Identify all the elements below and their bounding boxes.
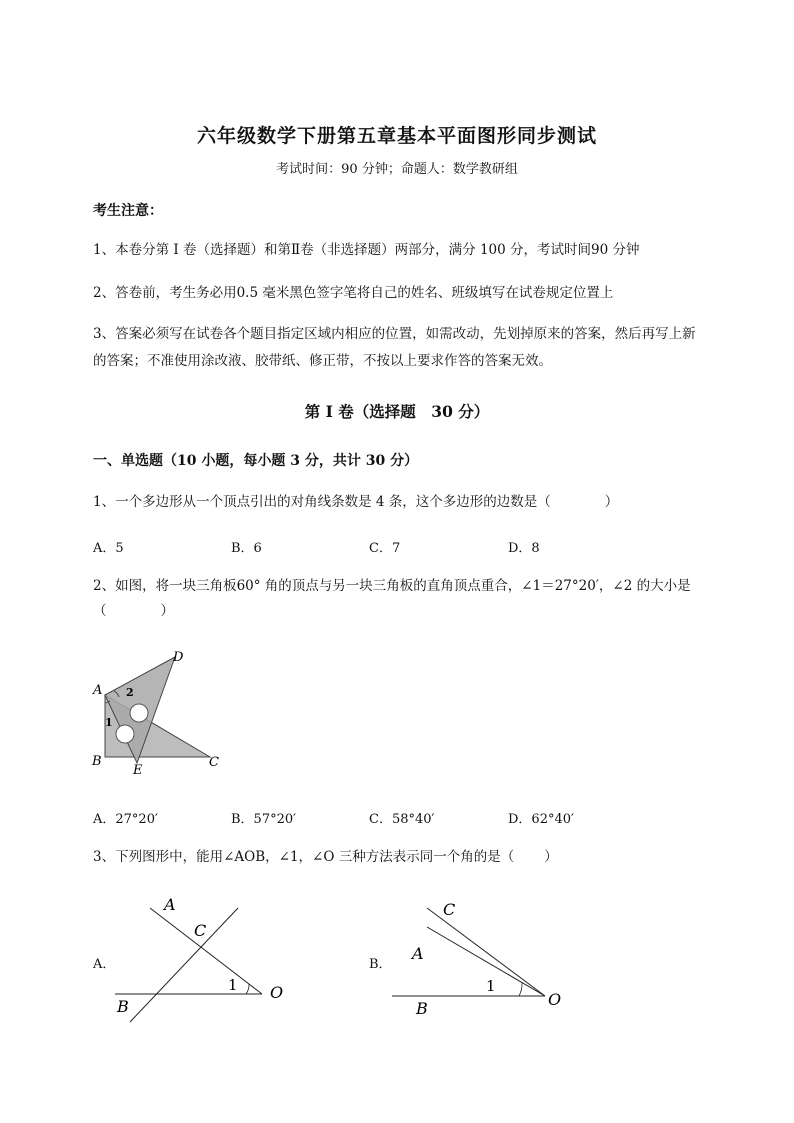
q1-option-c[interactable]: C．7 — [369, 541, 401, 556]
q3-figure-a — [110, 890, 300, 1030]
question-3-stem — [93, 844, 753, 871]
question-3-text: 3、下列图形中，能用∠AOB，∠1，∠O 三种方法表示同一个角的是（ — [93, 849, 515, 865]
question-3-paren-close: ） — [544, 849, 558, 865]
label-O: O — [548, 990, 562, 1009]
label-A: A — [412, 944, 424, 963]
q2-option-c[interactable]: C．58°40′ — [369, 812, 435, 827]
q3-figure-b — [385, 890, 585, 1030]
section-title: 第 I 卷（选择题 30 分） — [304, 402, 490, 421]
q2-option-a[interactable]: A．27°20′ — [93, 812, 158, 827]
q1-option-a[interactable]: A．5 — [93, 541, 124, 556]
notice-item-2: 2、答卷前，考生务必用0.5 毫米黑色签字笔将自己的姓名、班级填写在试卷规定位置上 — [93, 285, 614, 301]
q3-option-b[interactable]: B． — [369, 957, 392, 972]
label-B: B — [92, 754, 102, 769]
angle-1-label: 1 — [486, 977, 496, 995]
question-2-paren — [93, 598, 753, 625]
question-2-paren-open: （ — [93, 603, 107, 619]
q1-option-b[interactable]: B．6 — [231, 541, 262, 556]
exam-info: 考试时间：90 分钟；命题人：数学教研组 — [276, 162, 518, 177]
q3-option-a[interactable]: A． — [93, 957, 116, 972]
notice-item-3-cont: 的答案；不准使用涂改液、胶带纸、修正带，不按以上要求作答的答案无效。 — [93, 353, 552, 369]
label-D: D — [173, 650, 184, 665]
q2-option-d[interactable]: D．62°40′ — [508, 812, 574, 827]
angle-1-arc — [519, 983, 522, 996]
label-C: C — [209, 755, 219, 770]
angle-2-label: 2 — [126, 686, 134, 699]
notice-heading: 考生注意： — [93, 203, 163, 219]
angle-1-label: 1 — [105, 716, 113, 729]
q2-option-b[interactable]: B．57°20′ — [231, 812, 297, 827]
question-2-stem: 2、如图，将一块三角板60° 角的顶点与另一块三角板的直角顶点重合，∠1＝27°20′，∠2 的大小是 — [93, 578, 691, 594]
label-E: E — [133, 763, 143, 778]
notice-item-1: 1、本卷分第 I 卷（选择题）和第Ⅱ卷（非选择题）两部分，满分 100 分，考试时间90 分钟 — [93, 242, 640, 258]
label-A: A — [93, 683, 103, 698]
q2-triangle-figure — [85, 645, 235, 780]
question-2-paren-close: ） — [160, 603, 174, 619]
label-C: C — [194, 921, 207, 940]
label-O: O — [270, 983, 284, 1002]
triangle-hole-upper — [130, 704, 148, 722]
angle-1-label: 1 — [228, 976, 238, 994]
triangle-hole-lower — [116, 725, 134, 743]
notice-item-3: 3、答案必须写在试卷各个题目指定区域内相应的位置，如需改动，先划掉原来的答案，然后再写上新 — [93, 326, 696, 342]
label-B: B — [416, 999, 428, 1018]
question-1-stem — [93, 489, 753, 516]
label-A: A — [164, 895, 176, 914]
angle-1-arc — [246, 984, 249, 994]
line-through-C — [130, 908, 238, 1022]
label-C: C — [443, 900, 456, 919]
q1-option-d[interactable]: D．8 — [508, 541, 540, 556]
question-1-paren-close: ） — [604, 494, 619, 510]
part-heading: 一、单选题（10 小题，每小题 3 分，共计 30 分） — [93, 453, 419, 469]
question-1-text: 1、一个多边形从一个顶点引出的对角线条数是 4 条，这个多边形的边数是（ — [93, 494, 551, 510]
page-title: 六年级数学下册第五章基本平面图形同步测试 — [196, 125, 597, 147]
label-B: B — [117, 997, 129, 1016]
